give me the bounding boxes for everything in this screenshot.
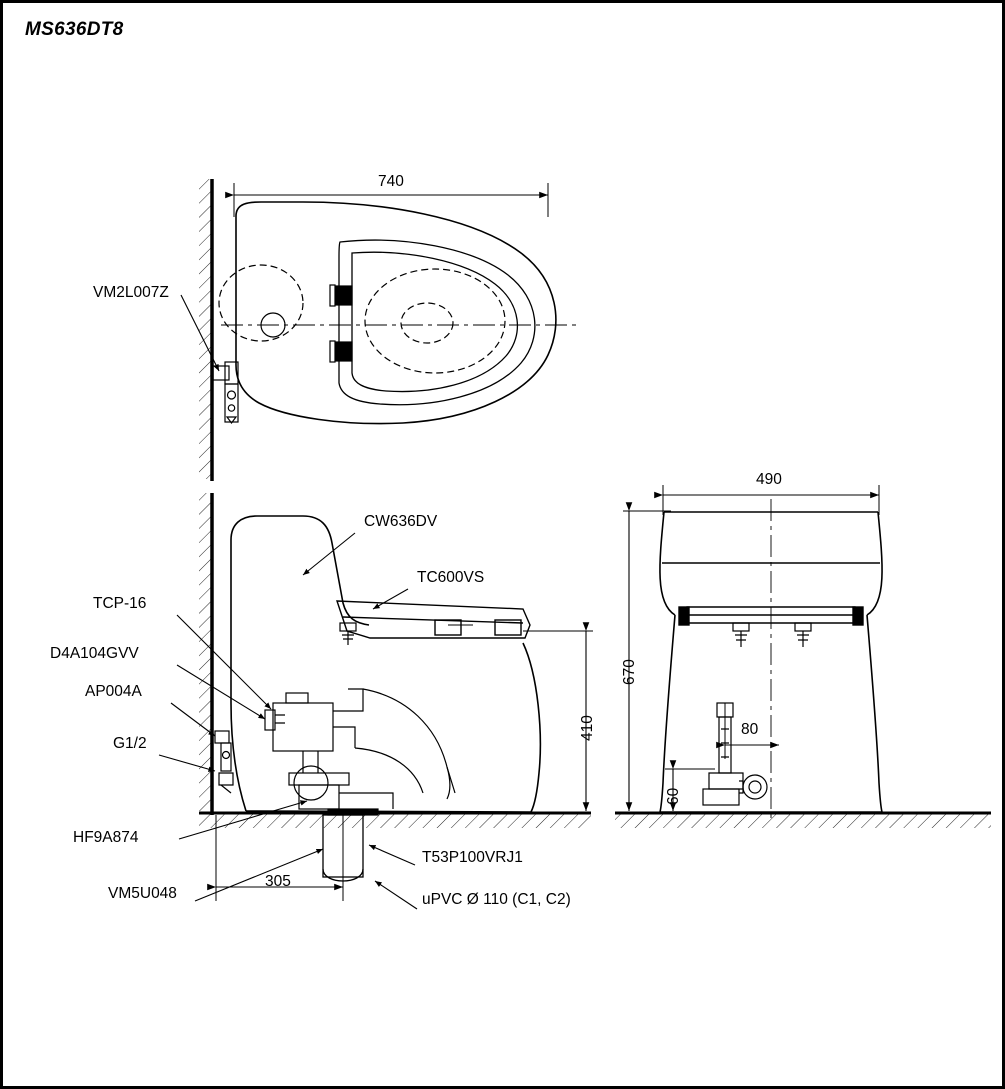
label-d4a: D4A104GVV: [50, 645, 139, 662]
label-hf9a874: HF9A874: [73, 829, 139, 846]
label-vm5u048: VM5U048: [108, 885, 177, 902]
side-leaders: [159, 533, 417, 909]
toilet-plan-tank-detail: [219, 265, 303, 341]
front-valve-assembly: [703, 703, 767, 805]
seat-hinge-bolt-side: [340, 623, 356, 645]
toilet-plan-outline: [236, 202, 556, 424]
label-g12: G1/2: [113, 735, 147, 752]
dimension-side-offset: 305: [265, 873, 291, 890]
plumbing-assembly: [265, 689, 455, 815]
toilet-seat-front: [679, 607, 863, 625]
dimension-front-width: 490: [756, 471, 782, 488]
toilet-front-outline: [660, 512, 882, 812]
soil-pipe: [323, 815, 363, 881]
top-view-wall: [199, 179, 213, 481]
front-view-floor: [615, 813, 991, 828]
wall-spray-fitting-top: [213, 362, 238, 423]
technical-drawing: [3, 3, 1005, 1089]
page-title: MS636DT8: [25, 19, 124, 40]
label-upvc: uPVC Ø 110 (C1, C2): [422, 891, 571, 908]
label-t53p: T53P100VRJ1: [422, 849, 523, 866]
angle-valve-side: [215, 731, 233, 793]
dimension-side-height: 410: [579, 715, 596, 741]
toilet-plan-rim: [339, 240, 535, 405]
dimension-front-floor: 60: [665, 787, 682, 805]
side-view-wall: [199, 493, 213, 815]
label-seat: TC600VS: [417, 569, 485, 586]
dimension-top-width: 740: [378, 173, 404, 190]
side-view-floor: [199, 813, 591, 828]
toilet-side-outline: [231, 516, 540, 812]
label-wall-spray: VM2L007Z: [93, 284, 169, 301]
front-width-dimension: [663, 485, 879, 515]
toilet-plan-bowl: [365, 269, 505, 373]
toilet-seat-side: [337, 601, 530, 638]
seat-hinge-bolts-front: [733, 623, 811, 647]
dimension-front-height: 670: [621, 659, 638, 685]
toilet-plan-hinges: [330, 285, 352, 362]
dimension-front-center: 80: [741, 721, 759, 738]
label-tcp16: TCP-16: [93, 595, 147, 612]
label-ap004a: AP004A: [85, 683, 142, 700]
label-bowl: CW636DV: [364, 513, 438, 530]
